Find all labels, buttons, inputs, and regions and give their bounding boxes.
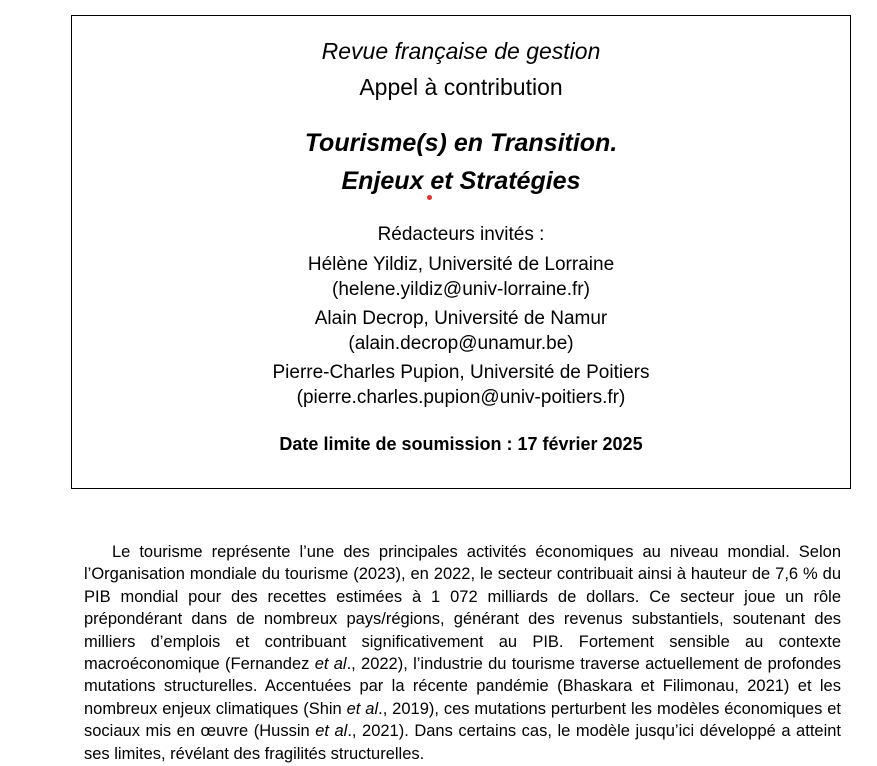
paragraph-text: ., 2022), l’industrie du tourisme traverse actuellement de profondes mutations structurelles. Accentuées par la récente pandémie (Bhaskara et Filimonau, 2021) et les nombreux enjeux climatiques (Shin [84,655,841,718]
editor-email: (helene.yildiz@univ-lorraine.fr) [332,279,590,300]
editor-email: (alain.decrop@unamur.be) [348,333,574,354]
paragraph-text: Le tourisme représente l’une des principales activités économiques au niveau mondial. Selon l’Organisation mondiale du tourisme (2023), en 2022, le secteur contribuait ainsi à hauteur de 7,6 % du PIB mondial pour des recettes estimées à 1 072 milliards de dollars. Ce secteur joue un rôle prépondérant dans de nombreux pays/régions, générant des revenus substantiels, soutenant des milliers d’emplois et contribuant significativement au PIB. Fortement sensible au contexte macroéconomique (Fernandez [84,543,841,674]
journal-name: Revue française de gestion [321,38,601,64]
call-for-contribution-label: Appel à contribution [359,74,563,100]
citation-et-al: et al [314,655,347,674]
call-for-papers-box [71,15,851,489]
submission-deadline: Date limite de soumission : 17 février 2025 [279,434,643,454]
editor-email: (pierre.charles.pupion@univ-poitiers.fr) [296,387,626,408]
spellcheck-marker [427,195,432,200]
editor-name: Pierre-Charles Pupion, Université de Poitiers [272,362,650,383]
title-line-1: Tourisme(s) en Transition. [304,129,618,157]
guest-editors-label: Rédacteurs invités : [377,224,545,245]
editor-name: Hélène Yildiz, Université de Lorraine [307,254,615,275]
title-line-2: Enjeux et Stratégies [341,167,581,195]
editor-name: Alain Decrop, Université de Namur [314,308,608,329]
paragraph-text: ., 2021). Dans certains cas, le modèle jusqu’ici développé a atteint ses limites, révélant des fragilités structurelles. [84,722,842,763]
body-paragraph [84,541,841,765]
citation-et-al: et al [346,699,379,718]
citation-et-al: et al [315,722,348,741]
paragraph-text: ., 2019), ces mutations perturbent les modèles économiques et sociaux mis en œuvre (Hussin [84,699,842,741]
